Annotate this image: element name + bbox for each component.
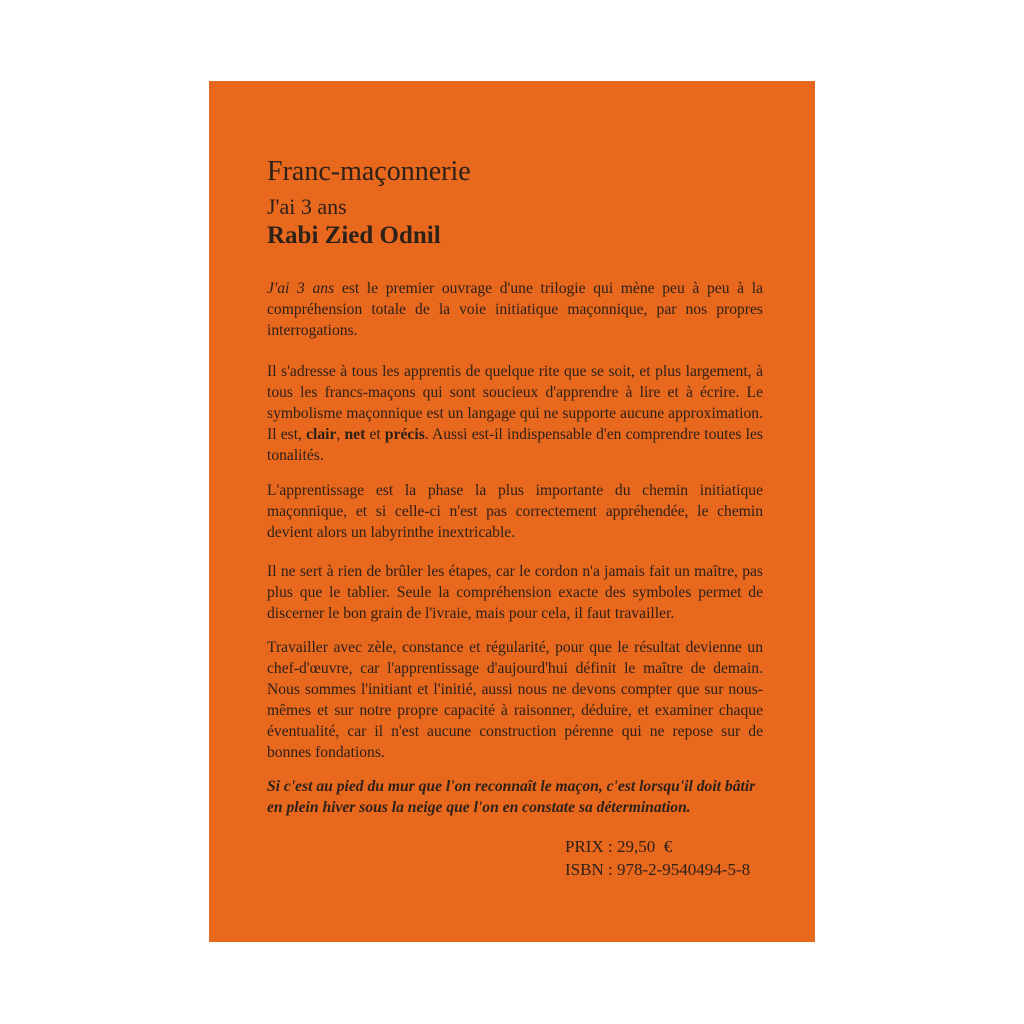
- paragraph-intro-text: est le premier ouvrage d'une trilogie qui mène peu à peu à la compréhension totale de la voie initiatique maçonnique, par nos propres interrogations.: [267, 280, 763, 339]
- paragraph-apprenticeship: L'apprentissage est la phase la plus importante du chemin initiatique maçonnique, et si celle-ci n'est pas correctement appréhendée, le chemin devient alors un labyrinthe inextricable.: [267, 482, 763, 541]
- closing-quote: Si c'est au pied du mur que l'on reconnaît le maçon, c'est lorsqu'il doit bâtir en plein hiver sous la neige que l'on en constate sa détermination.: [267, 778, 756, 816]
- price-block: [565, 835, 750, 881]
- separator-2: et: [365, 426, 385, 443]
- book-author: Rabi Zied Odnil: [267, 222, 441, 249]
- paragraph-work: Travailler avec zèle, constance et régularité, pour que le résultat devienne un chef-d'œuvre, car l'apprentissage d'aujourd'hui définit le maître de demain. Nous sommes l'initiant et l'initié, aussi nous ne devons compter que sur nous-mêmes et sur notre propre capacité à raisonner, déduire, et examiner chaque éventualité, car il n'est aucune construction pérenne qui ne repose sur de bonnes fondations.: [267, 639, 763, 761]
- price-text: PRIX : 29,50 €: [565, 837, 673, 856]
- bold-word-precis: précis: [384, 426, 425, 443]
- isbn-text: ISBN : 978-2-9540494-5-8: [565, 860, 751, 879]
- paragraph-apprentices-text-1: Il s'adresse à tous les apprentis de quelque rite que se soit, et plus largement, à tous les francs-maçons qui sont soucieux d'apprendre à lire et à écrire. Le symbolisme maçonnique est un langage qui ne supporte aucune approximation. Il est,: [267, 363, 763, 443]
- separator-1: ,: [336, 426, 345, 443]
- bold-word-clair: clair: [306, 426, 337, 443]
- bold-word-net: net: [344, 426, 366, 443]
- paragraph-apprentices: [267, 361, 763, 466]
- paragraph-stages: Il ne sert à rien de brûler les étapes, car le cordon n'a jamais fait un maître, pas plus que le tablier. Seule la compréhension exacte des symboles permet de discerner le bon grain de l'ivraie, mais pour cela, il faut travailler.: [267, 563, 763, 622]
- paragraph-intro-italic: J'ai 3 ans: [267, 280, 335, 297]
- paragraph-apprentices-text-2: . Aussi est-il indispensable d'en comprendre toutes les tonalités.: [267, 426, 764, 464]
- book-title: Franc-maçonnerie: [267, 156, 471, 187]
- book-back-cover: [209, 81, 815, 942]
- paragraph-intro: [267, 278, 763, 341]
- book-subtitle: J'ai 3 ans: [267, 194, 347, 219]
